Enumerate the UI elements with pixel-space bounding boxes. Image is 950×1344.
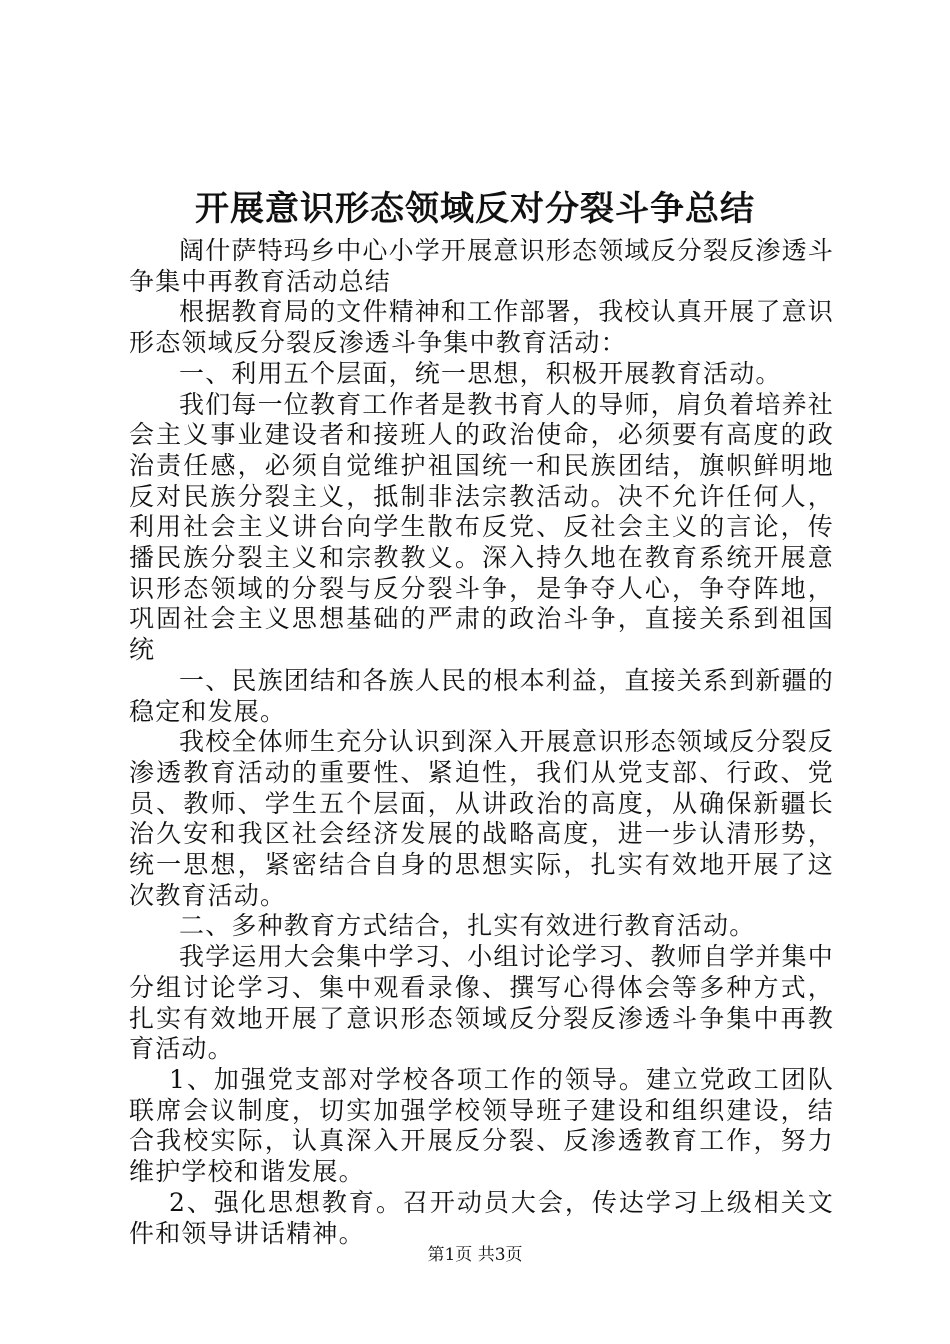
page-number-footer: 第1页 共3页	[427, 1245, 523, 1265]
section-heading-2: 二、多种教育方式结合，扎实有效进行教育活动。	[179, 911, 756, 941]
document-title: 开展意识形态领域反对分裂斗争总结	[195, 189, 755, 229]
paragraph-body: 我学运用大会集中学习、小组讨论学习、教师自学并集中分组讨论学习、集中观看录像、撰写心得体会等多种方式，扎实有效地开展了意识形态领域反分裂反渗透斗争集中再教育活动。	[129, 942, 835, 1064]
paragraph-intro: 根据教育局的文件精神和工作部署，我校认真开展了意识形态领域反分裂反渗透斗争集中教育活动：	[129, 297, 835, 358]
numbered-item-1: 1、加强党支部对学校各项工作的领导。建立党政工团队联席会议制度，切实加强学校领导班子建设和组织建设，结合我校实际，认真深入开展反分裂、反渗透教育工作，努力维护学校和谐发展。	[129, 1064, 834, 1187]
paragraph-body: 我校全体师生充分认识到深入开展意识形态领域反分裂反渗透教育活动的重要性、紧迫性，我们从党支部、行政、党员、教师、学生五个层面，从讲政治的高度，从确保新疆长治久安和我区社会经济发展的战略高度，进一步认清形势，统一思想，紧密结合自身的思想实际，扎实有效地开展了这次教育活动。	[129, 727, 835, 910]
document-body	[129, 236, 834, 1249]
section-heading-1: 一、利用五个层面，统一思想，积极开展教育活动。	[179, 358, 782, 388]
paragraph-body: 我们每一位教育工作者是教书育人的导师，肩负着培养社会主义事业建设者和接班人的政治使命，必须要有高度的政治责任感，必须自觉维护祖国统一和民族团结，旗帜鲜明地反对民族分裂主义，抵制非法宗教活动。决不允许任何人，利用社会主义讲台向学生散布反党、反社会主义的言论，传播民族分裂主义和宗教教义。深入持久地在教育系统开展意识形态领域的分裂与反分裂斗争，是争夺人心，争夺阵地，巩固社会主义思想基础的严肃的政治斗争，直接关系到祖国统	[129, 389, 835, 665]
numbered-item-2: 2、强化思想教育。召开动员大会，传达学习上级相关文件和领导讲话精神。	[129, 1187, 834, 1248]
paragraph-body: 一、民族团结和各族人民的根本利益，直接关系到新疆的稳定和发展。	[129, 665, 835, 726]
paragraph-subtitle: 阔什萨特玛乡中心小学开展意识形态领域反分裂反渗透斗争集中再教育活动总结	[129, 236, 835, 296]
